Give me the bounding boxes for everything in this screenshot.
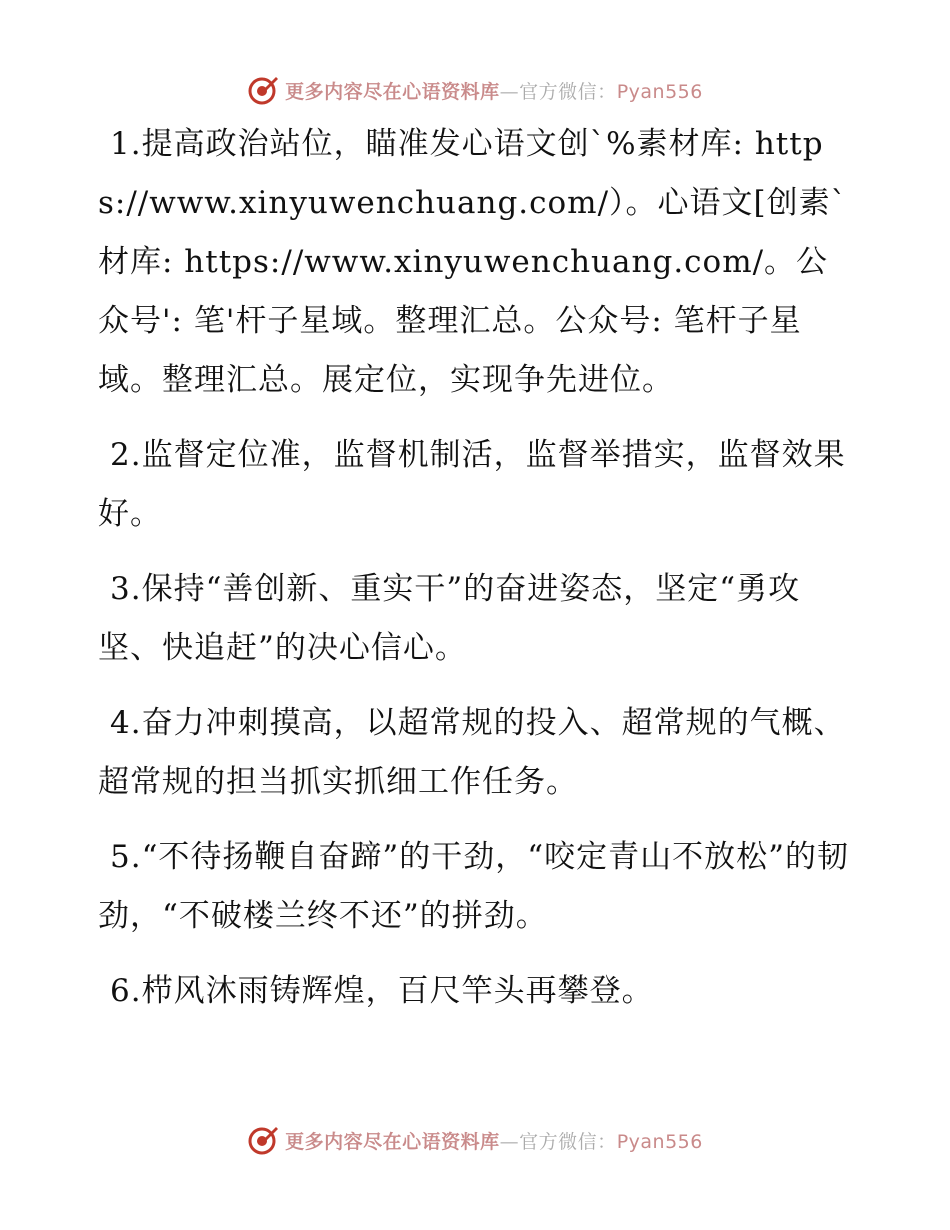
paragraph-text: 奋力冲刺摸高，以超常规的投入、超常规的气概、超常规的担当抓实抓细工作任务。 [98,705,846,800]
paragraph-3 [98,560,850,678]
paragraph-6 [98,962,850,1021]
paragraph-number: 2. [110,437,142,473]
banner-main-text: 更多内容尽在心语资料库 [285,80,500,103]
document-body [98,115,850,1037]
header-banner [0,70,950,110]
paragraph-number: 4. [110,705,142,741]
paragraph-2 [98,426,850,544]
footer-banner [0,1120,950,1160]
banner-dash: — [499,1130,520,1153]
paragraph-number: 5. [110,839,142,875]
banner-main-text: 更多内容尽在心语资料库 [285,1130,500,1153]
paragraph-text: 保持“善创新、重实干”的奋进姿态，坚定“勇攻坚、快追赶”的决心信心。 [98,571,801,666]
banner-wechat-id: Pyan556 [616,80,703,103]
paragraph-number: 1. [110,126,142,162]
paragraph-1 [98,115,850,410]
paragraph-4 [98,694,850,812]
banner-dash: — [499,80,520,103]
banner-text [285,77,703,104]
paragraph-number: 6. [110,973,142,1009]
banner-wechat-label: 官方微信： [519,80,617,103]
paragraph-text: “不待扬鞭自奋蹄”的干劲，“咬定青山不放松”的韧劲，“不破楼兰终不还”的拼劲。 [98,839,849,934]
paragraph-text: 栉风沐雨铸辉煌，百尺竿头再攀登。 [141,973,654,1009]
paragraph-text: 提高政治站位，瞄准发心语文创`%素材库: https://www.xinyuwenchuang.com/）。心语文[创素`材库: https://www.xinyuwenchuang.com/。公众号': 笔'杆子星域。整理汇总。公众号: 笔杆子星域。整理汇总。展定位，实现争先进位。 [98,126,848,398]
banner-wechat-label: 官方微信： [519,1130,617,1153]
paragraph-number: 3. [110,571,142,607]
paragraph-5 [98,828,850,946]
quill-seal-icon [247,1124,279,1156]
paragraph-text: 监督定位准，监督机制活，监督举措实，监督效果好。 [98,437,846,532]
banner-wechat-id: Pyan556 [616,1130,703,1153]
banner-text [285,1127,703,1154]
quill-seal-icon [247,74,279,106]
